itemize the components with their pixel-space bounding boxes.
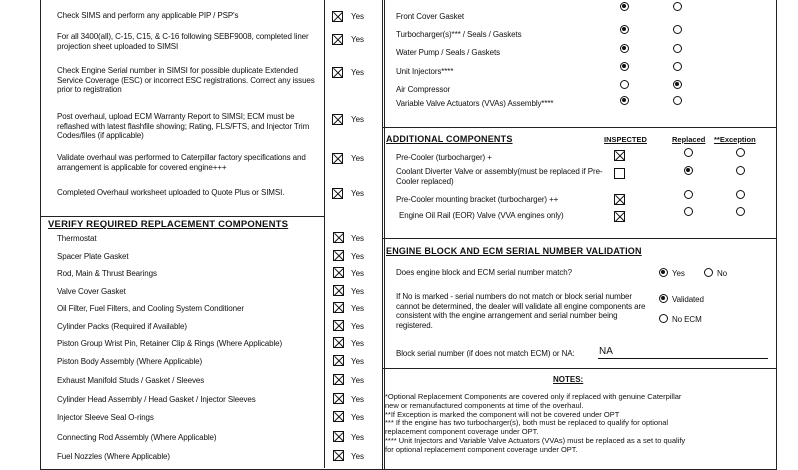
yes-label: Yes [351,322,365,331]
checkbox[interactable] [333,337,344,348]
replacement-label: Connecting Rod Assembly (Where Applicable) [57,433,217,442]
checkbox[interactable] [333,355,344,366]
checkbox[interactable] [333,374,344,385]
replacement-label: Cylinder Packs (Required if Available) [57,322,187,331]
component-label: Front Cover Gasket [396,12,465,21]
checkbox-inspected[interactable] [614,194,625,205]
replacement-label: Injector Sleeve Seal O-rings [57,413,154,422]
additional-label: Pre-Cooler mounting bracket (turbocharger) ++ [396,195,559,204]
block-serial-field[interactable] [598,346,768,359]
checkbox-inspected[interactable] [614,150,625,161]
checkbox[interactable] [333,232,344,243]
component-label: Variable Valve Actuators (VVAs) Assembly**** [396,99,554,108]
replacement-label: Valve Cover Gasket [57,287,126,296]
yes-label: Yes [351,35,365,44]
radio-replaced[interactable] [684,190,693,199]
radio-validated[interactable] [659,294,668,303]
note-line: **** Unit Injectors and Variable Valve Actuators (VVAs) must be replaced as a set to qualify [385,435,686,445]
section-title: ENGINE BLOCK AND ECM SERIAL NUMBER VALIDATION [386,246,642,256]
check-item-label: Check SIMS and perform any applicable PIP / PSP's [57,11,239,20]
checkbox[interactable] [332,188,343,199]
yes-label: Yes [351,376,365,385]
yes-label: Yes [351,234,365,243]
replacement-label: Exhaust Manifold Studs / Gasket / Sleeves [57,376,205,385]
checkbox[interactable] [332,67,343,78]
yes-label: Yes [351,269,365,278]
divider [382,238,776,239]
radio-replaced[interactable] [684,166,693,175]
section-title: VERIFY REQUIRED REPLACEMENT COMPONENTS [48,219,289,230]
yes-label: Yes [351,357,365,366]
radio-exception[interactable] [673,44,682,53]
replacement-label: Piston Body Assembly (Where Applicable) [57,357,203,366]
radio-yes[interactable] [659,268,668,277]
yes-label: Yes [351,287,365,296]
column-header-inspected: INSPECTED [604,135,647,144]
note-line: replacement component coverage under OPT. [385,427,539,437]
notes-title: NOTES: [553,375,584,384]
checkbox[interactable] [333,250,344,261]
serial-match-question: Does engine block and ECM serial number match? [396,268,572,277]
checkbox[interactable] [332,114,343,125]
radio-replaced[interactable] [620,96,629,105]
note-line: for optional replacement component coverage under OPT. [385,444,578,454]
checkbox[interactable] [333,267,344,278]
yes-label: Yes [351,304,365,313]
radio-exception[interactable] [673,80,682,89]
check-item-label: Post overhaul, upload ECM Warranty Report to SIMSI; ECM must be reflashed with latest flashfile showing; Rating, FLS/FTS, and Injector Trim Codes/files (if applicable) [57,112,310,140]
check-item-label: For all 3400(all), C-15, C15, & C-16 following SEBF9008, completed liner projection sheet uploaded to SIMSI [57,32,309,51]
yes-label: Yes [351,12,365,21]
radio-validated-label: Validated [672,295,704,304]
section-title: ADDITIONAL COMPONENTS [386,134,513,144]
divider [40,216,325,217]
radio-replaced[interactable] [684,207,693,216]
additional-label: Pre-Cooler (turbocharger) + [396,153,492,162]
replacement-label: Oil Filter, Fuel Filters, and Cooling System Conditioner [57,304,244,313]
radio-exception[interactable] [673,2,682,11]
component-label: Turbocharger(s)*** / Seals / Gaskets [396,30,522,39]
block-serial-label: Block serial number (if does not match ECM) or NA: [396,349,575,358]
radio-exception[interactable] [736,190,745,199]
radio-exception[interactable] [736,148,745,157]
yes-label: Yes [351,68,365,77]
radio-yes-label: Yes [672,269,685,278]
no-explanation: If No is marked - serial numbers do not match or block serial number cannot be determined, the dealer will validate all engine components are consistent with the engine arrangement and serial number being registered. [396,292,646,330]
checkbox[interactable] [332,153,343,164]
replacement-label: Rod, Main & Thrust Bearings [57,269,157,278]
checkbox-inspected[interactable] [614,211,625,222]
replacement-label: Cylinder Head Assembly / Head Gasket / Injector Sleeves [57,395,256,404]
check-item-label: Check Engine Serial number in SIMSI for possible duplicate Extended Service Coverage (ESC) or incorrect ESC registrations. Correct any issues prior to registration [57,66,315,94]
column-header-replaced: Replaced [672,135,706,144]
radio-replaced[interactable] [620,44,629,53]
yes-label: Yes [351,413,365,422]
radio-no[interactable] [704,268,713,277]
note-line: **If Exception is marked the component will not be covered under OPT [385,409,620,419]
note-line: new or remanufactured components at time of the overhaul. [385,400,584,410]
yes-label: Yes [351,452,365,461]
checkbox[interactable] [333,393,344,404]
note-line: *** If the engine has two turbocharger(s), both must be replaced to qualify for optional [385,418,669,428]
checkbox[interactable] [333,411,344,422]
yes-label: Yes [351,115,365,124]
checkbox[interactable] [333,285,344,296]
checkbox[interactable] [333,302,344,313]
replacement-label: Thermostat [57,234,97,243]
checkbox[interactable] [333,320,344,331]
radio-replaced[interactable] [620,25,629,34]
radio-exception[interactable] [673,25,682,34]
radio-exception[interactable] [736,166,745,175]
component-label: Unit Injectors**** [396,67,454,76]
column-header-exception: **Exception [714,135,756,144]
yes-label: Yes [351,189,365,198]
radio-no-label: No [717,269,728,278]
component-label: Water Pump / Seals / Gaskets [396,48,501,57]
replacement-label: Spacer Plate Gasket [57,252,129,261]
block-serial-value: NA [599,346,613,357]
checkbox[interactable] [332,11,343,22]
divider [382,368,776,369]
checkbox-inspected[interactable] [614,168,625,179]
notes-body [385,393,685,455]
additional-label: Engine Oil Rail (EOR) Valve (VVA engines only) [399,211,564,220]
checkbox[interactable] [332,34,343,45]
yes-label: Yes [351,395,365,404]
replacement-label: Piston Group Wrist Pin, Retainer Clip & Rings (Where Applicable) [57,339,283,348]
divider [382,127,776,128]
replacement-label: Fuel Nozzles (Where Applicable) [57,452,170,461]
check-item-label: Completed Overhaul worksheet uploaded to Quote Plus or SIMSI. [57,188,285,197]
yes-label: Yes [351,252,365,261]
checkbox[interactable] [333,450,344,461]
radio-exception[interactable] [736,207,745,216]
checkbox[interactable] [333,431,344,442]
yes-label: Yes [351,154,365,163]
note-line: *Optional Replacement Components are covered only if replaced with genuine Caterpillar [385,392,682,401]
yes-label: Yes [351,339,365,348]
radio-replaced[interactable] [620,2,629,11]
radio-exception[interactable] [673,62,682,71]
radio-replaced[interactable] [620,62,629,71]
left-panel-divider [324,0,325,468]
additional-label: Coolant Diverter Valve or assembly(must be replaced if Pre-Cooler replaced) [396,167,603,186]
radio-replaced[interactable] [684,148,693,157]
radio-replaced[interactable] [620,80,629,89]
radio-exception[interactable] [673,96,682,105]
component-label: Air Compressor [396,85,451,94]
check-item-label: Validate overhaul was performed to Caterpillar factory specifications and arrangement is applicable for covered engine+++ [57,153,306,172]
yes-label: Yes [351,433,365,442]
radio-no-ecm-label: No ECM [672,315,702,324]
radio-no-ecm[interactable] [659,314,668,323]
